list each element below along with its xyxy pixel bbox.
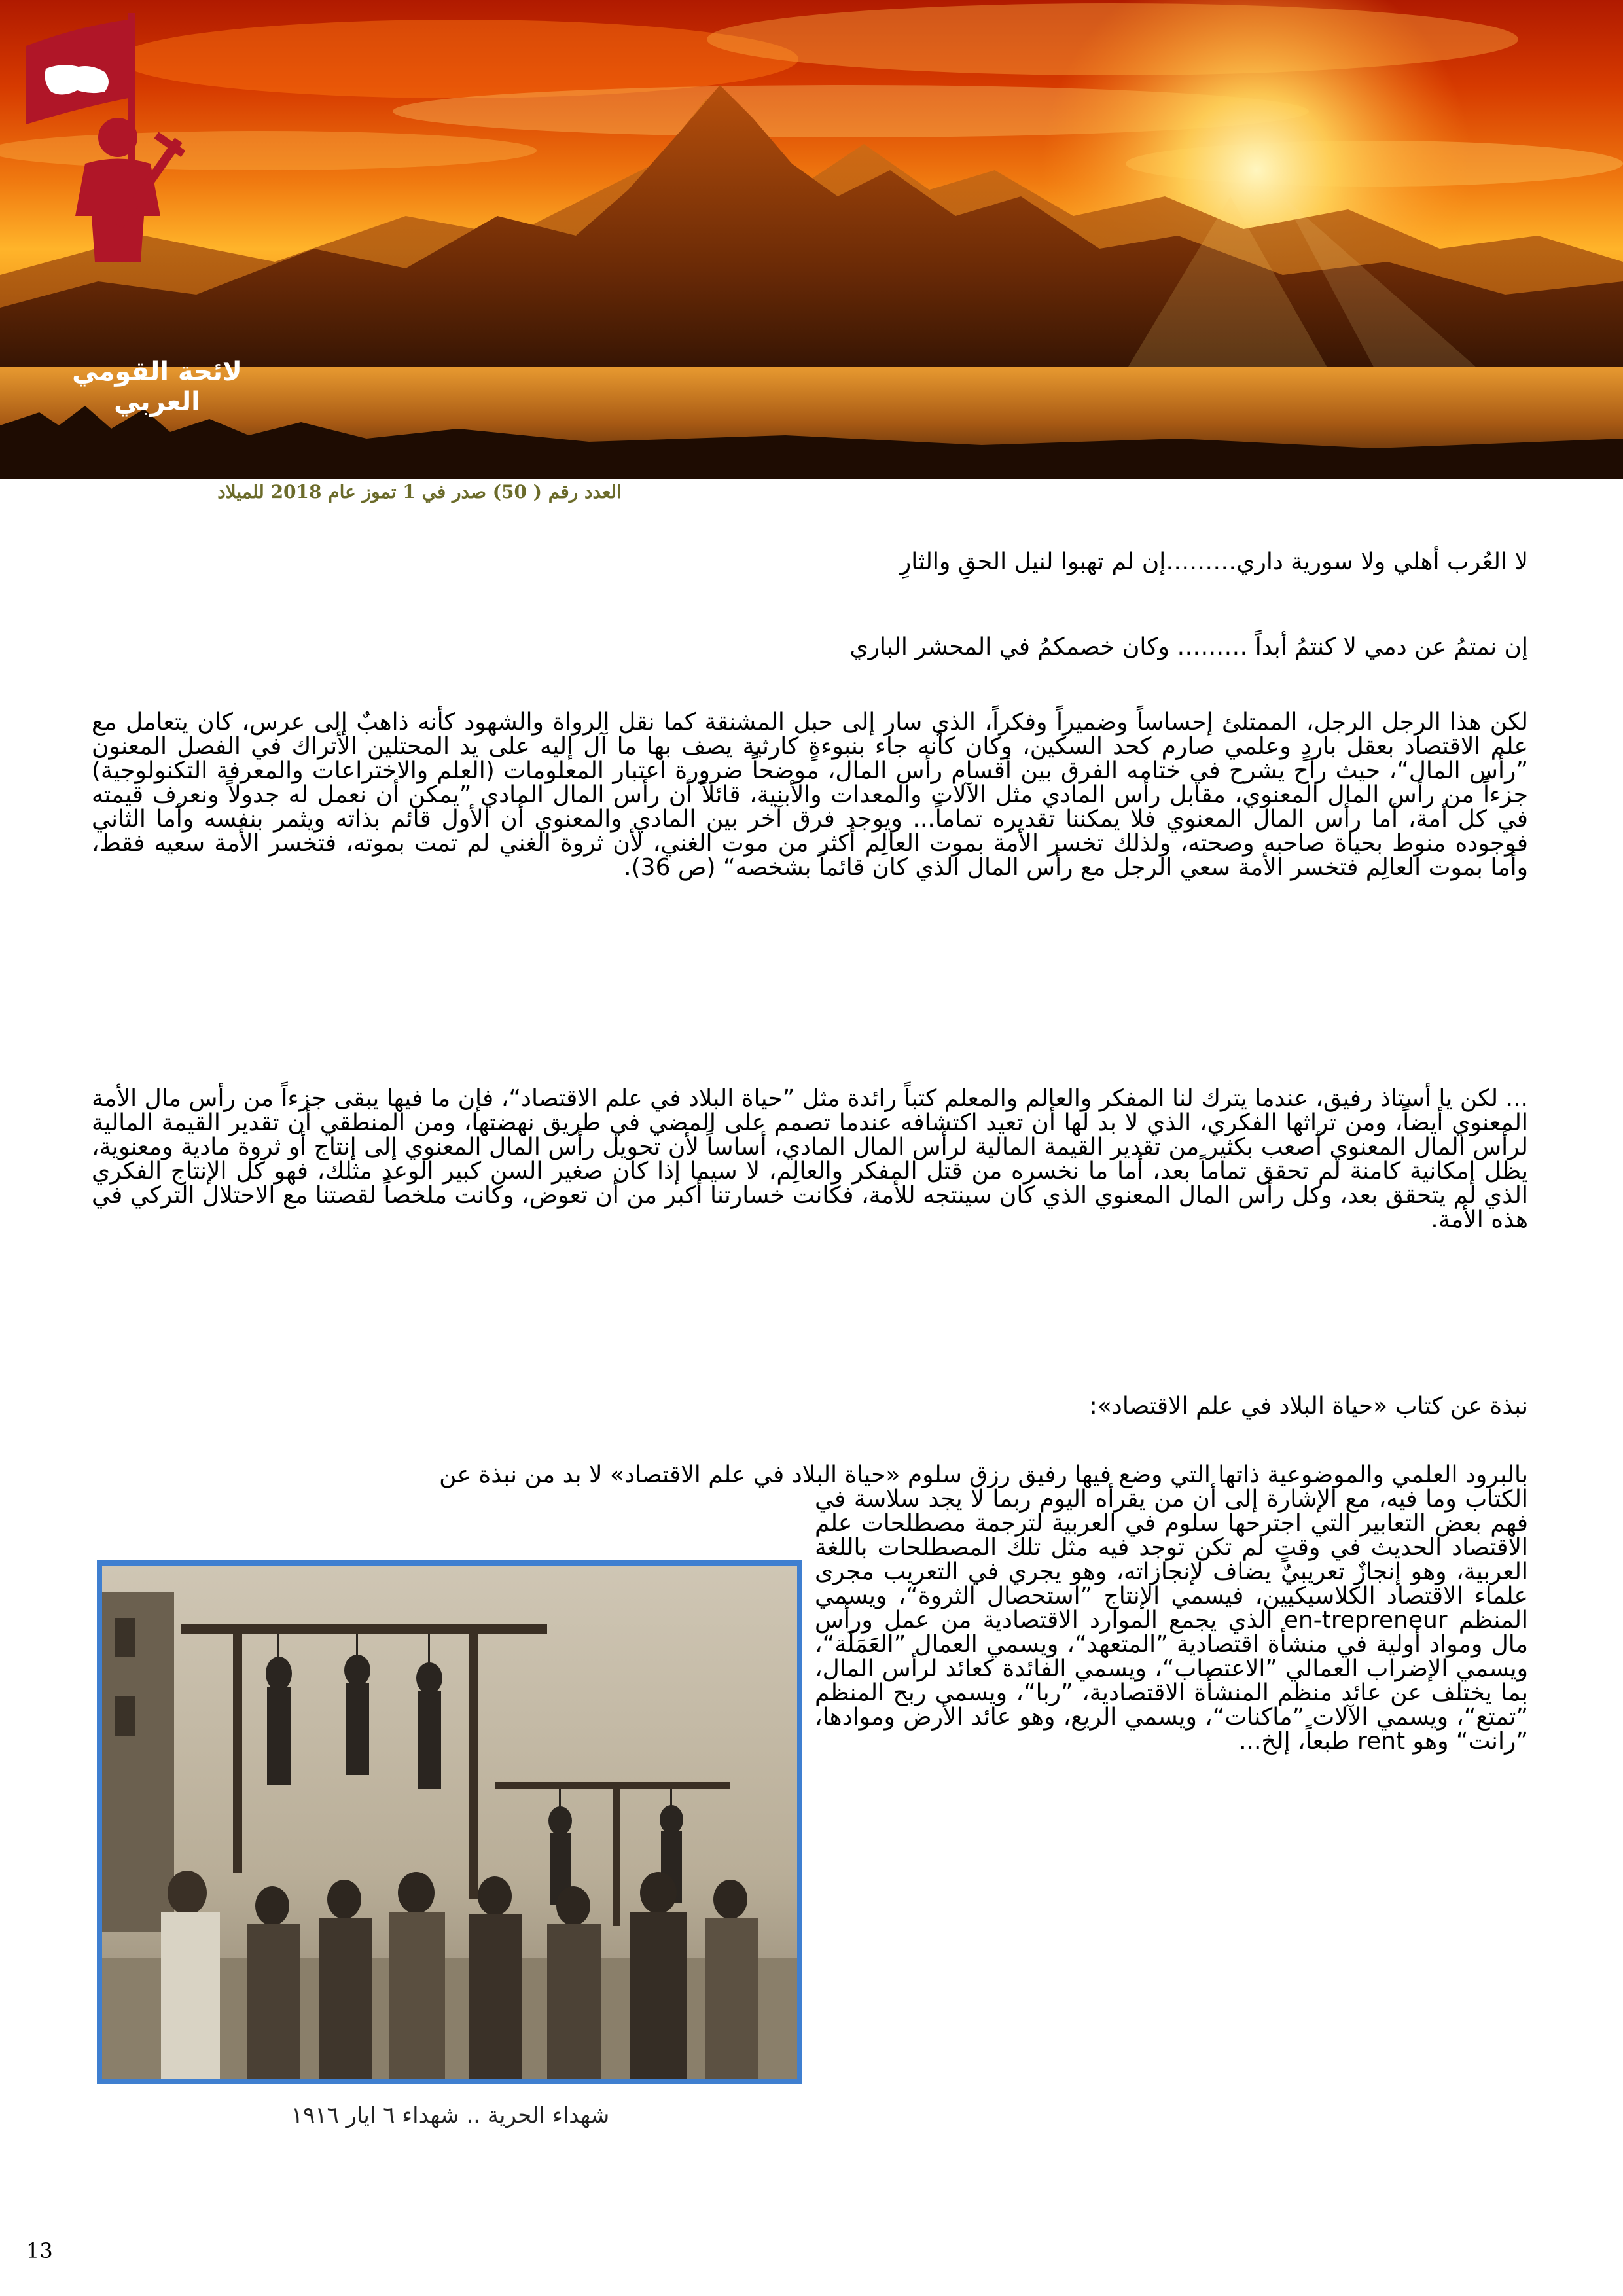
verse-line-1: لا العُرب أهلي ولا سورية داري………إن لم تهبوا لنيل الحقِ والثارِ	[899, 548, 1528, 575]
historical-photo	[97, 1560, 802, 2084]
gallows-photo-image	[102, 1566, 797, 2079]
paragraph-3-lead: بالبرود العلمي والموضوعية ذاتها التي وضع فيها رفيق رزق سلوم «حياة البلاد في علم الاقتصاد» لا بد من نبذة عن	[439, 1462, 1528, 1488]
logo-text: لائحة القومي العربي	[72, 357, 242, 417]
logo-icon	[0, 0, 275, 275]
photo-caption: شهداء الحرية .. شهداء ٦ ايار ١٩١٦	[291, 2102, 610, 2128]
section-heading: نبذة عن كتاب «حياة البلاد في علم الاقتصاد»:	[1089, 1393, 1528, 1420]
paragraph-3-body: الكتاب وما فيه، مع الإشارة إلى أن من يقرأه اليوم ربما لا يجد سلاسة في فهم بعض التعابير التي اجترحها سلوم في العربية لترجمة مصطلحات علم الاقتصاد الحديث في وقتٍ لم تكن توجد فيه مثل تلك المصطلحات باللغة العربية، وهو إنجازٌ تعريبيٌ يضاف لإنجازاته، وهو يجري في التعريب مجرى علماء الاقتصاد الكلاسيكيين، فيسمي الإنتاج ”استحصال الثروة“، ويسمي المنظم en-trepreneur الذي يجمع الموارد الاقتصادية من عمل ورأس مال ومواد أولية في منشأة اقتصادية ”المتعهد“، ويسمي العمال ”العَمَلَة“، ويسمي الإضراب العمالي ”الاعتصاب“، ويسمي الفائدة كعائد لرأس المال، بما يختلف عن عائد منظم المنشأة الاقتصادية، ”ربا“، ويسمى ربح المنظم ”تمتع“، ويسمي الآلات ”ماكنات“، ويسمي الريع، وهو عائد الأرض وموادها، ”رانت“ وهو rent طبعاً، إلخ...	[815, 1486, 1528, 1755]
page-number: 13	[26, 2238, 53, 2263]
paragraph-1: لكن هذا الرجل الرجل، الممتلئ إحساساً وضميراً وفكراً، الذي سار إلى حبل المشنقة كما نقل الرواة والشهود كأنه ذاهبٌ إلى عرس، كان يتعامل مع علم الاقتصاد بعقل باردٍ وعلمي صارم كحد السكين، وكان كأنه جاء بنبوءةٍ كارثية يصف بها ما آل إليه على يد المحتلين الأتراك في الفصل المعنون ”رأس المال“، حيث راح يشرح في ختامه الفرق بين أقسام رأس المال، موضحاً ضرورة اعتبار المعلومات (العلم والاختراعات والمعرفة التكنولوجية) جزءاً من رأس المال المعنوي، مقابل رأس المادي مثل الآلات والمعدات والأبنية، قائلاً أن رأس المال المادي ”يمكن أن نعمل له جدولاً ونعرف قيمته في كل أمة، أما رأس المال المعنوي فلا يمكننا تقديره تماماً... ويوجد فرق آخر بين المادي والمعنوي أن الأول قائم بذاته ويثمر بنفسه وأما الثاني فوجوده منوط بحياة صاحبه وصحته، ولذلك تخسر الأمة بموت العالِم أكثر من موت الغني، لأن ثروة الغني لم تمت بموته، فتخسر الأمة سعيه فقط، وأما بموت العالِم فتخسر الأمة سعي الرجل مع رأس المال الذي كان قائماً بشخصه“ (ص 36).	[92, 709, 1528, 881]
header-banner	[0, 0, 1623, 479]
verse-line-2: إن نمتمُ عن دمي لا كنتمُ أبداً ……… وكان خصمكمُ في المحشر الباري	[849, 634, 1528, 660]
issue-line: العدد رقم ( 50) صدر في 1 تموز عام 2018 للميلاد	[217, 481, 622, 503]
paragraph-2: ... لكن يا أستاذ رفيق، عندما يترك لنا المفكر والعالم والمعلم كتباً رائدة مثل ”حياة البلاد في علم الاقتصاد“، فإن ما فيها يبقى جزءاً من رأس مال الأمة المعنوي أيضاً، ومن تراثها الفكري، الذي لا بد لها أن تعيد اكتشافه عندما تصمم على المضي في طريق نهضتها، ومن المنطقي أن تقدير القيمة المالية لرأس المال المعنوي أصعب بكثير من تقدير القيمة المالية لرأس المال المادي، أساساً لأن تحويل رأس المال المعنوي إلى إنتاج أو ثروة مادية ومعنوية، يظل إمكانية كامنة لم تحقق تماماً بعد، أما ما نخسره من قتل المفكر والعالِم، لا سيما إذا كان صغير السن كبير الوعد مثلك، فهو كل الإنتاج الفكري الذي لم يتحقق بعد، وكل رأس المال المعنوي الذي كان سينتجه للأمة، فكانت خسارتنا أكبر من أن تعوض، وكانت ملخصاً لقصتنا مع الاحتلال التركي في هذه الأمة.	[92, 1085, 1528, 1233]
